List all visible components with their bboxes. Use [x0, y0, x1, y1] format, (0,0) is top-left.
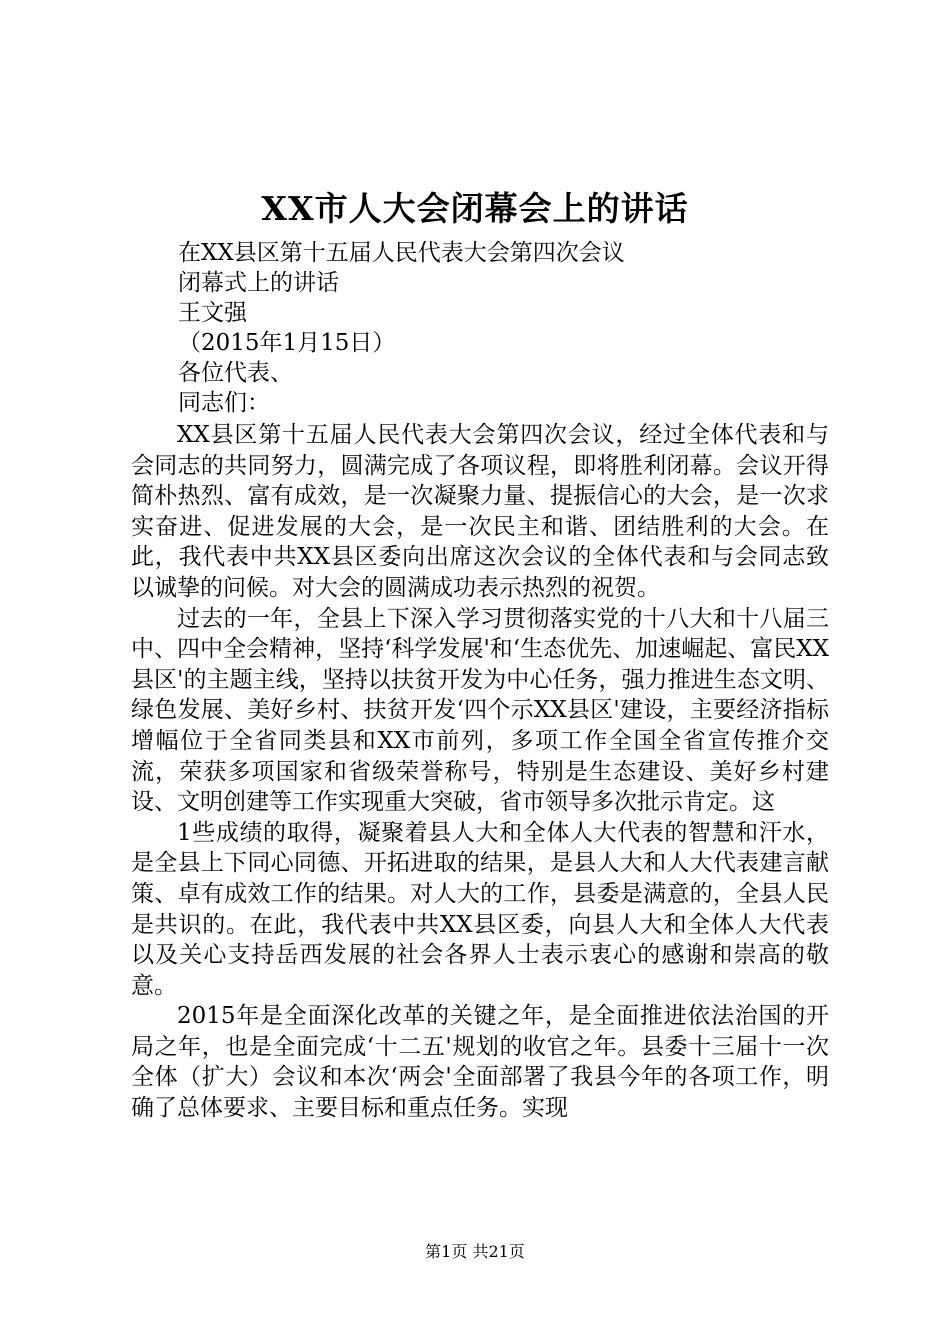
speech-date: （2015年1月15日） — [178, 330, 396, 356]
speaker-name: 王文强 — [178, 300, 247, 326]
salutation-2: 同志们： — [178, 390, 270, 416]
speech-header — [178, 238, 878, 418]
event-line-2: 闭幕式上的讲话 — [178, 270, 339, 296]
salutation-1: 各位代表、 — [178, 360, 293, 386]
paragraph: 过去的一年，全县上下深入学习贯彻落实党的十八大和十八届三中、四中全会精神，坚持‘科学发展'和‘生态优先、加速崛起、富民XX县区'的主题主线，坚持以扶贫开发为中心任务，强力推进生态文明、绿色发展、美好乡村、扶贫开发‘四个示XX县区'建设，主要经济指标增幅位于全省同类县和XX市前列，多项工作全国全省宣传推介交流，荣获多项国家和省级荣誉称号，特别是生态建设、美好乡村建设、文明创建等工作实现重大突破，省市领导多次批示肯定。这 — [131, 605, 829, 816]
document-body — [131, 420, 829, 1124]
paragraph: 2015年是全面深化改革的关键之年，是全面推进依法治国的开局之年，也是全面完成‘十二五'规划的收官之年。县委十三届十一次全体（扩大）会议和本次‘两会'全面部署了我县今年的各项工作，明确了总体要求、主要目标和重点任务。实现 — [131, 1003, 829, 1122]
page-number-footer: 第1页 共21页 — [425, 1242, 525, 1261]
paragraph: XX县区第十五届人民代表大会第四次会议，经过全体代表和与会同志的共同努力，圆满完成了各项议程，即将胜利闭幕。会议开得简朴热烈、富有成效，是一次凝聚力量、提振信心的大会，是一次求实奋进、促进发展的大会，是一次民主和谐、团结胜利的大会。在此，我代表中共XX县区委向出席这次会议的全体代表和与会同志致以诚挚的问候。对大会的圆满成功表示热烈的祝贺。 — [131, 422, 829, 601]
paragraph: 1些成绩的取得，凝聚着县人大和全体人大代表的智慧和汗水，是全县上下同心同德、开拓进取的结果，是县人大和人大代表建言献策、卓有成效工作的结果。对人大的工作，县委是满意的，全县人民是共识的。在此，我代表中共XX县区委，向县人大和全体人大代表以及关心支持岳西发展的社会各界人士表示衷心的感谢和崇高的敬意。 — [131, 819, 829, 999]
document-title: XX市人大会闭幕会上的讲话 — [261, 189, 689, 228]
event-line-1: 在XX县区第十五届人民代表大会第四次会议 — [178, 240, 625, 266]
